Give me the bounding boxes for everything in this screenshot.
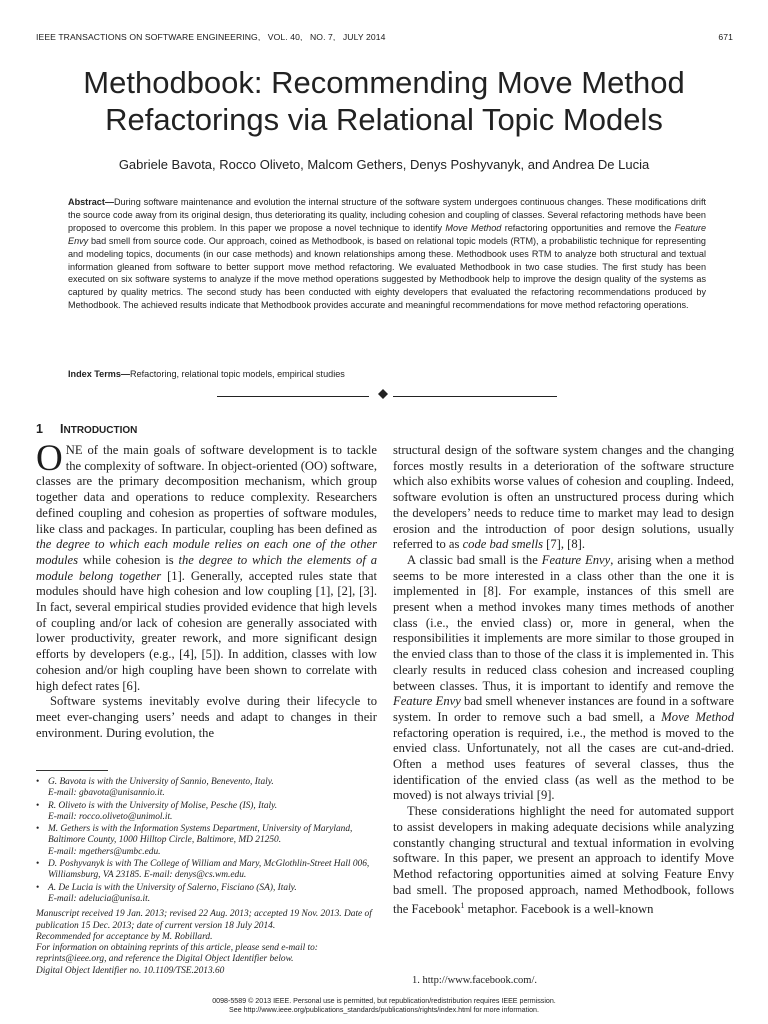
paragraph-text: [1]. Generally, accepted rules state that modules should have high cohesion and low coupling [1], [2], [3]. In fact, several empirical studies provided evidence that high levels of coupling and/or lack of cohesion are generally associated with lower productivity, greater rework, and more significant design efforts by developers (e.g., [4], [5]). In addition, classes with low cohesion and/or high coupling have been shown to correlate with high defect rates [6].: [36, 568, 377, 693]
affiliation-item: [36, 859, 377, 882]
italic-move-method: Move Method: [661, 709, 734, 724]
paragraph-text: [7], [8].: [543, 537, 585, 552]
paragraph-text: while cohesion is: [77, 552, 179, 567]
affiliation-text: D. Poshyvanyk is with The College of William and Mary, McGlothlin-Street Hall 006, Williamsburg, VA 23185. E-mail: denys@cs.wm.edu.: [48, 859, 370, 881]
section-initial: I: [60, 422, 64, 436]
title-line-1: Methodbook: Recommending Move Method: [83, 65, 685, 100]
paragraph-text: , arising when a method seems to be more interested in a class other than the one it is implemented in [8]. For example, instances of this smell are present when a method invokes many times methods of another class (i.e., the envied class) or, more in general, when the responsibilities it implements are more similar to those grouped in the envied class than to those of the class it is implemented in. This clearly results in reduced class cohesion and increased coupling between classes. Thus, it is important to identify and remove the: [393, 552, 734, 693]
bullet: •: [36, 859, 40, 870]
manuscript-recommended: Recommended for acceptance by M. Robillard.: [36, 931, 213, 942]
title-line-2: Refactorings via Relational Topic Models: [105, 102, 663, 137]
paper-title: [30, 64, 738, 138]
paragraph-text: of the main goals of software development is to tackle the complexity of software. In object-oriented (OO) software, classes are the primary decomposition mechanism, which group together data and operations to reduce complexity. Researchers defined coupling and cohesion as properties of software modules, like class and packages. In particular, coupling has been defined as: [36, 443, 377, 536]
affiliation-email: E-mail: adelucia@unisa.it.: [48, 893, 151, 904]
paragraph-text: These considerations highlight the need for automated support to assist developers in making adequate decisions while analyzing constantly changing structural and textual information in evolving software. In this paper, we present an approach to identify Move Method refactoring opportunities aimed at solving Feature Envy bad smell. The proposed approach, named Methodbook, follows the Facebook: [393, 804, 734, 917]
bullet: •: [36, 882, 40, 893]
page-number: 671: [718, 32, 733, 42]
italic-feature-envy: Feature Envy: [393, 694, 461, 709]
manuscript-info: [36, 909, 377, 977]
paragraph: [393, 804, 734, 918]
copyright-notice: [0, 997, 768, 1015]
journal-volume: VOL. 40,: [267, 32, 303, 42]
affiliation-item: [36, 777, 377, 800]
paragraph-text: structural design of the software system changes and the changing forces mostly results in a deterioration of the software structure which also exhibits worse values of cohesion and coupling. Indeed, software evolution is often an unstructured process during which the developers’ needs to reduce time to market may lead to design erosion and the introduction of poor design solutions, usually referred to as: [393, 443, 734, 552]
affiliation-email: E-mail: rocco.oliveto@unimol.it.: [48, 811, 173, 822]
affiliation-email: E-mail: gbavota@unisannio.it.: [48, 788, 165, 799]
journal-name: IEEE TRANSACTIONS ON SOFTWARE ENGINEERING,: [36, 32, 261, 42]
affiliation-text: G. Bavota is with the University of Sannio, Benevento, Italy.: [48, 777, 274, 787]
paragraph: Software systems inevitably evolve during their lifecycle to meet ever-changing users’ needs and adapt to changes in their environment. During evolution, the: [36, 694, 377, 740]
abstract-text-2: refactoring opportunities and remove the: [501, 222, 675, 233]
italic-definition-coupling: the degree to which each module relies on each one of the other modules: [36, 537, 377, 567]
affiliation-text: A. De Lucia is with the University of Salerno, Fisciano (SA), Italy.: [48, 882, 297, 893]
paragraph: [393, 553, 734, 804]
abstract: [68, 196, 706, 312]
manuscript-doi: Digital Object Identifier no. 10.1109/TSE.2013.60: [36, 965, 225, 976]
affiliation-item: [36, 824, 377, 858]
affiliation-footnotes: [36, 777, 377, 977]
section-heading: [36, 422, 137, 436]
abstract-italic-feature-envy: Feature Envy: [68, 222, 706, 246]
italic-feature-envy: Feature Envy: [541, 552, 611, 567]
bullet: •: [36, 824, 40, 835]
section-title-rest: NTRODUCTION: [63, 425, 138, 436]
abstract-text-3: bad smell from source code. Our approach, coined as Methodbook, is based on relational topic models (RTM), a probabilistic technique for representing and modeling topics, documents (in our case methods) and known relationships among these. Methodbook uses RTM to analyze both structural and textual information gleaned from software to better support move method refactoring. We evaluated Methodbook in two case studies. The first study has been executed on six software systems to analyze if the move method operations suggested by Methodbook help to improve the design quality of the systems as captured by quality metrics. The second study has been conducted with eighty developers that evaluated the refactoring recommendations produced by Methodbook. The achieved results indicate that Methodbook provides accurate and meaningful recommendations for move method refactoring operations.: [68, 235, 706, 311]
index-terms-label: Index Terms: [68, 369, 121, 379]
footnote-rule: [36, 770, 108, 771]
index-terms: [68, 369, 706, 379]
small-caps-lead: NE: [65, 443, 83, 457]
footnote-marker: 1: [460, 901, 465, 911]
italic-definition-cohesion: the degree to which the elements of a module belong together: [36, 552, 377, 583]
drop-cap: O: [36, 438, 63, 479]
paragraph-text: refactoring operation is required, i.e., the method is moved to the envied class. Unfortunately, not all the cases are cut-and-dried. Often a method uses features of several classes, thus the identification of the envied class (as well as the method to be moved) is not always trivial [9].: [393, 725, 734, 803]
separator-rule-left: [217, 396, 369, 397]
affiliation-item: [36, 883, 377, 906]
paragraph-text: A classic bad small is the: [407, 552, 542, 567]
paragraph: [36, 438, 377, 694]
affiliation-text: M. Gethers is with the Information Systems Department, University of Maryland, Baltimore County, 1000 Hilltop Circle, Baltimore, MD 21250.: [48, 824, 353, 846]
left-column: [36, 438, 377, 741]
bullet: •: [36, 800, 40, 811]
url-footnote: 1. http://www.facebook.com/.: [412, 975, 538, 986]
separator-rule-right: [393, 396, 557, 397]
index-terms-text: Refactoring, relational topic models, empirical studies: [130, 369, 345, 379]
abstract-label: Abstract: [68, 197, 105, 207]
copyright-line-1: 0098-5589 © 2013 IEEE. Personal use is permitted, but republication/redistribution requires IEEE permission.: [212, 997, 556, 1005]
journal-number: NO. 7,: [309, 32, 336, 42]
affiliation-email: E-mail: mgethers@umbc.edu.: [48, 846, 161, 857]
copyright-line-2: See http://www.ieee.org/publications_standards/publications/rights/index.html for more information.: [229, 1006, 539, 1014]
paragraph: [393, 443, 734, 553]
abstract-text-1: During software maintenance and evolution the internal structure of the software system undergoes continuous changes. These modifications drift the source code away from its original design, thus deteriorating its quality, including cohesion and coupling of classes. Several refactoring methods have been proposed to overcome this problem. In this paper we propose a novel technique to identify: [68, 197, 706, 233]
abstract-dash: —: [104, 197, 114, 207]
italic-code-bad-smells: code bad smells: [462, 537, 544, 552]
manuscript-received: Manuscript received 19 Jan. 2013; revised 22 Aug. 2013; accepted 19 Nov. 2013. Date of publication 15 Dec. 2013; date of current version 18 July 2014.: [36, 909, 372, 931]
index-terms-dash: —: [120, 369, 130, 379]
diamond-separator-icon: [377, 388, 389, 400]
paragraph-text: metaphor. Facebook is a well-known: [464, 902, 654, 917]
affiliation-item: [36, 801, 377, 824]
author-list: Gabriele Bavota, Rocco Oliveto, Malcom Gethers, Denys Poshyvanyk, and Andrea De Lucia: [118, 157, 650, 172]
running-header: [36, 32, 733, 42]
manuscript-reprints: For information on obtaining reprints of this article, please send e-mail to: reprints@ieee.org, and reference the Digital Object Identifier below.: [36, 943, 318, 965]
affiliation-text: R. Oliveto is with the University of Molise, Pesche (IS), Italy.: [48, 800, 278, 811]
bullet: •: [36, 777, 40, 787]
journal-date: JULY 2014: [342, 32, 386, 42]
abstract-italic-move-method: Move Method: [445, 222, 502, 233]
paragraph-text: bad smell whenever instances are found in a software system. In order to remove such a bad smell, a: [393, 694, 734, 724]
section-number: 1: [36, 422, 43, 436]
right-column: [393, 443, 734, 918]
